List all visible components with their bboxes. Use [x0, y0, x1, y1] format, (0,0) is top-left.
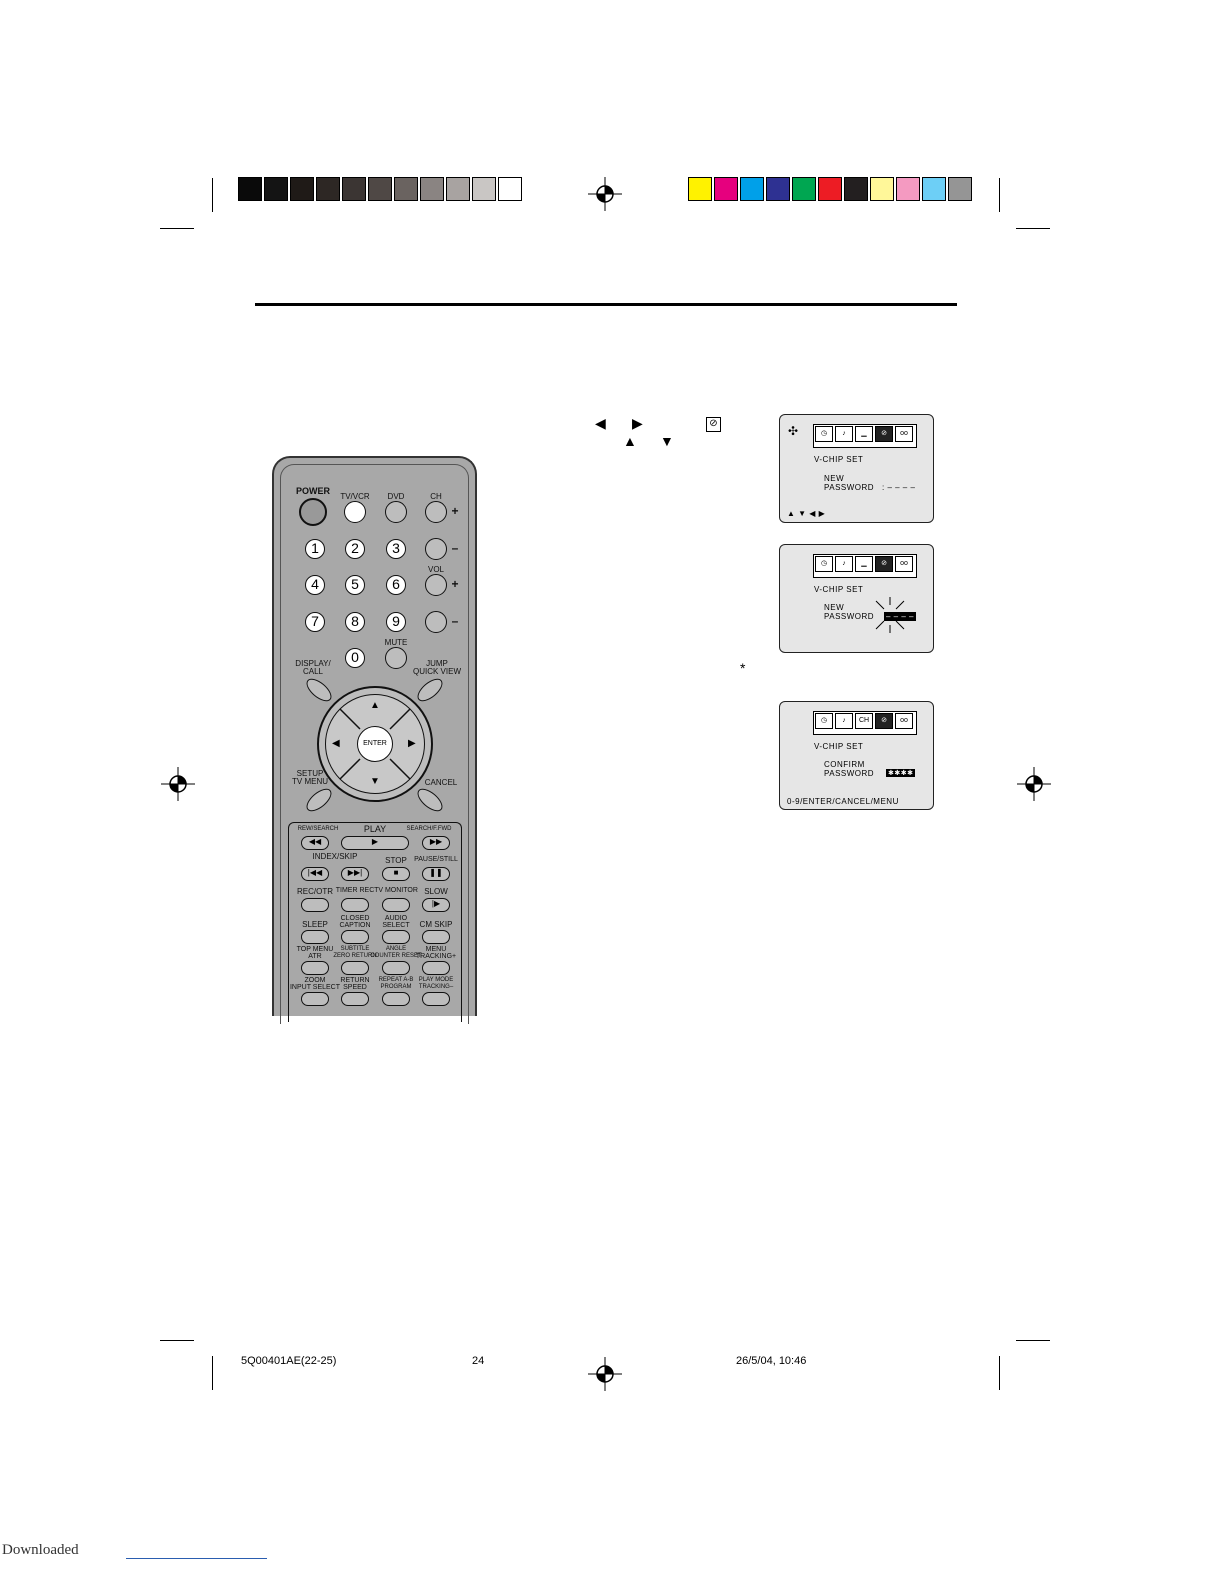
ch-minus-label: –: [451, 541, 459, 555]
color-swatch: [896, 177, 920, 201]
downloaded-text: Downloaded: [2, 1542, 79, 1558]
document-code: 5Q00401AE(22-25): [241, 1355, 337, 1367]
timer-label: TIMER REC: [335, 887, 375, 894]
channel-icon: CH: [855, 713, 873, 729]
crop-mark-top-left-v: [212, 178, 213, 212]
print-date: 26/5/04, 10:46: [736, 1355, 807, 1367]
tvmonitor-label: TV MONITOR: [374, 887, 418, 894]
slow-button[interactable]: |▶: [422, 898, 450, 912]
screen-line-1: CONFIRM: [824, 760, 865, 769]
osd-screen-confirm-password: [779, 701, 934, 810]
number-5-button[interactable]: 5: [345, 575, 365, 595]
repeat-button[interactable]: [382, 992, 410, 1006]
crop-mark-bottom-left-v: [212, 1356, 213, 1390]
screen-line-2: PASSWORD: [824, 483, 875, 492]
clock-icon: ◷: [815, 556, 833, 572]
asterisk-icon: *: [740, 660, 746, 676]
sleep-label: SLEEP: [302, 920, 328, 929]
tvvcr-label: TV/VCR: [340, 492, 370, 501]
dpad-down-button[interactable]: ▼: [370, 776, 380, 787]
tape-icon: oo: [895, 426, 913, 442]
angle-button[interactable]: [382, 961, 410, 975]
rewind-button[interactable]: ◀◀: [301, 836, 329, 850]
number-4-button[interactable]: 4: [305, 575, 325, 595]
page-number: 24: [472, 1355, 485, 1367]
osd-screen-new-password: [779, 414, 934, 523]
color-swatch: [870, 177, 894, 201]
subtitle-button[interactable]: [341, 961, 369, 975]
ch-up-button[interactable]: [425, 501, 447, 523]
color-swatch: [792, 177, 816, 201]
tape-icon: oo: [895, 713, 913, 729]
setup-label: SETUP TV MENU: [292, 769, 328, 786]
language-icon: ♪: [835, 426, 853, 442]
down-arrow-icon: ▼: [660, 433, 674, 449]
registration-mark-right: [1017, 767, 1051, 801]
number-0-button[interactable]: 0: [345, 648, 365, 668]
menu-icon-bar: [813, 424, 917, 448]
closed-caption-label: CLOSED CAPTION: [339, 915, 371, 929]
vol-up-button[interactable]: [425, 574, 447, 596]
index-skip-label: INDEX/SKIP: [312, 852, 358, 861]
registration-mark-top: [588, 177, 622, 211]
color-swatch: [766, 177, 790, 201]
header-rule: [255, 303, 957, 306]
subtitle-label: SUBTITLE ZERO RETURN: [333, 946, 377, 959]
osd-screen-new-password-blink: [779, 544, 934, 653]
downloaded-link-underline[interactable]: [126, 1558, 267, 1559]
crop-mark-bottom-left-h: [160, 1340, 194, 1341]
cancel-label: CANCEL: [424, 778, 458, 787]
screen-line-1: NEW: [824, 474, 845, 483]
password-value: ✱✱✱✱: [888, 770, 914, 777]
power-label: POWER: [295, 486, 331, 496]
registration-mark-bottom: [588, 1357, 622, 1391]
vchip-tab-icon: ⊘: [875, 713, 893, 729]
dvd-button[interactable]: [385, 501, 407, 523]
power-button[interactable]: [299, 498, 327, 526]
topmenu-label: TOP MENU ATR: [296, 946, 334, 960]
crop-mark-top-right-v: [999, 178, 1000, 212]
color-swatch: [688, 177, 712, 201]
mute-label: MUTE: [384, 638, 408, 647]
screen-line-1: NEW: [824, 603, 845, 612]
color-swatch: [714, 177, 738, 201]
vol-minus-label: –: [451, 614, 459, 628]
slow-label: SLOW: [424, 887, 448, 896]
menu-icon-bar: [813, 711, 917, 735]
vol-plus-label: +: [451, 577, 459, 591]
return-button[interactable]: [341, 992, 369, 1006]
timer-rec-button[interactable]: [341, 898, 369, 912]
gray-swatch: [420, 177, 444, 201]
jump-label: JUMP QUICK VIEW: [412, 659, 462, 676]
play-button[interactable]: ▶: [341, 836, 409, 850]
crop-mark-top-left-h: [160, 228, 194, 229]
stop-button[interactable]: ■: [382, 867, 410, 881]
audio-select-label: AUDIO SELECT: [382, 915, 410, 929]
color-swatch: [948, 177, 972, 201]
screen-footer: 0-9/ENTER/CANCEL/MENU: [787, 797, 899, 806]
vchip-tab-icon: ⊘: [875, 556, 893, 572]
rec-button[interactable]: [301, 898, 329, 912]
navigation-cross-icon: ✣: [788, 424, 799, 438]
gray-swatch: [264, 177, 288, 201]
gray-swatch: [368, 177, 392, 201]
closed-caption-button[interactable]: [341, 930, 369, 944]
dpad-up-button[interactable]: ▲: [370, 700, 380, 711]
number-7-button[interactable]: 7: [305, 612, 325, 632]
play-label: PLAY: [363, 824, 387, 834]
gray-swatch: [238, 177, 262, 201]
display-call-label: DISPLAY/ CALL: [295, 659, 331, 676]
screen-title: V-CHIP SET: [814, 455, 864, 464]
angle-label: ANGLE COUNTER RESET: [370, 946, 422, 959]
ch-down-button[interactable]: [425, 538, 447, 560]
screen-footer: ▲ ▼ ◀ ▶: [787, 509, 826, 518]
color-swatch: [740, 177, 764, 201]
mute-button[interactable]: [385, 647, 407, 669]
screen-icon: ▁: [855, 556, 873, 572]
clock-icon: ◷: [815, 713, 833, 729]
zoom-label: ZOOM INPUT SELECT: [289, 977, 341, 991]
screen-line-2: PASSWORD: [824, 612, 875, 621]
play-mode-button[interactable]: [422, 992, 450, 1006]
cmskip-label: CM SKIP: [419, 920, 453, 929]
number-2-button[interactable]: 2: [345, 539, 365, 559]
crop-mark-top-right-h: [1016, 228, 1050, 229]
dpad-left-button[interactable]: ◀: [332, 738, 340, 749]
password-value: : – – – –: [882, 483, 916, 492]
color-swatch: [922, 177, 946, 201]
vchip-tab-icon: ⊘: [875, 426, 893, 442]
clock-icon: ◷: [815, 426, 833, 442]
color-swatch: [818, 177, 842, 201]
screen-title: V-CHIP SET: [814, 742, 864, 751]
vol-label: VOL: [427, 565, 445, 574]
gray-swatch: [316, 177, 340, 201]
skip-forward-button[interactable]: ▶▶|: [341, 867, 369, 881]
left-arrow-icon: ◀: [595, 415, 606, 431]
language-icon: ♪: [835, 556, 853, 572]
sleep-button[interactable]: [301, 930, 329, 944]
gray-swatch: [498, 177, 522, 201]
screen-line-2: PASSWORD: [824, 769, 875, 778]
right-arrow-icon: ▶: [632, 415, 643, 431]
number-8-button[interactable]: 8: [345, 612, 365, 632]
top-menu-button[interactable]: [301, 961, 329, 975]
rew-label: REW/SEARCH: [297, 826, 339, 832]
crop-mark-bottom-right-h: [1016, 1340, 1050, 1341]
gray-swatch: [342, 177, 366, 201]
ch-label: CH: [430, 492, 442, 501]
fast-forward-button[interactable]: ▶▶: [422, 836, 450, 850]
dpad-right-button[interactable]: ▶: [408, 738, 416, 749]
number-6-button[interactable]: 6: [386, 575, 406, 595]
menu-button[interactable]: [422, 961, 450, 975]
number-9-button[interactable]: 9: [386, 612, 406, 632]
password-value: – – – –: [886, 612, 914, 621]
pause-label: PAUSE/STILL: [414, 856, 458, 863]
screen-icon: ▁: [855, 426, 873, 442]
menu-icon-bar: [813, 554, 917, 578]
color-swatch: [844, 177, 868, 201]
menu-label: MENU TRACKING+: [415, 946, 457, 960]
rec-label: REC/OTR: [297, 887, 333, 896]
gray-swatch: [290, 177, 314, 201]
number-1-button[interactable]: 1: [305, 539, 325, 559]
dvd-label: DVD: [387, 492, 405, 501]
playmode-label: PLAY MODE TRACKING–: [418, 977, 454, 990]
gray-swatch: [472, 177, 496, 201]
vol-down-button[interactable]: [425, 611, 447, 633]
zoom-button[interactable]: [301, 992, 329, 1006]
number-3-button[interactable]: 3: [386, 539, 406, 559]
gray-swatch: [446, 177, 470, 201]
language-icon: ♪: [835, 713, 853, 729]
enter-button[interactable]: ENTER: [357, 726, 393, 762]
stop-label: STOP: [385, 856, 407, 865]
remote-control: [272, 456, 477, 1016]
pause-button[interactable]: ❚❚: [422, 867, 450, 881]
cm-skip-button[interactable]: [422, 930, 450, 944]
repeat-label: REPEAT A-B PROGRAM: [378, 977, 414, 990]
registration-mark-left: [161, 767, 195, 801]
vchip-icon: ⊘: [706, 417, 721, 432]
skip-back-button[interactable]: |◀◀: [301, 867, 329, 881]
tape-icon: oo: [895, 556, 913, 572]
tvvcr-button[interactable]: [344, 501, 366, 523]
return-label: RETURN SPEED: [340, 977, 370, 991]
up-arrow-icon: ▲: [623, 433, 637, 449]
tv-monitor-button[interactable]: [382, 898, 410, 912]
crop-mark-bottom-right-v: [999, 1356, 1000, 1390]
screen-title: V-CHIP SET: [814, 585, 864, 594]
ffwd-label: SEARCH/F.FWD: [406, 826, 452, 832]
audio-select-button[interactable]: [382, 930, 410, 944]
ch-plus-label: +: [451, 504, 459, 518]
gray-swatch: [394, 177, 418, 201]
